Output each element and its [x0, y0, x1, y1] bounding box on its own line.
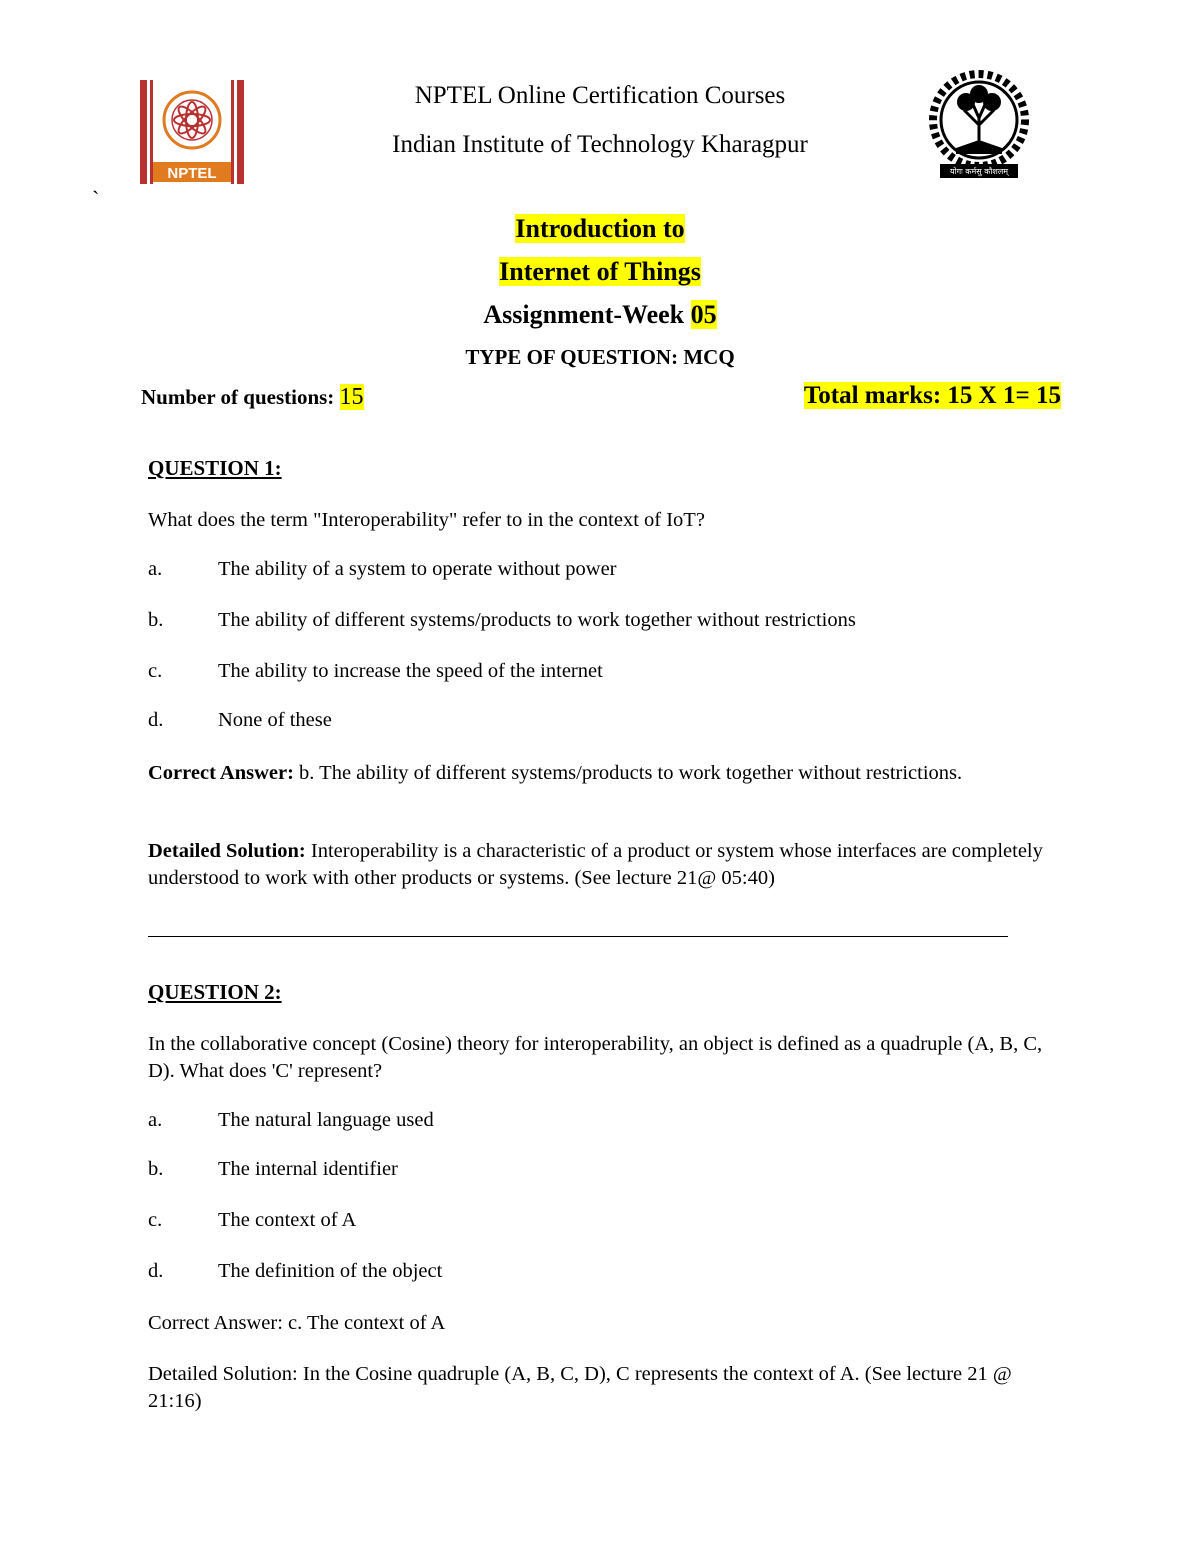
q1-option-b-text: The ability of different systems/products to work together without restrictions — [218, 609, 856, 631]
question-1-text: What does the term "Interoperability" refer to in the context of IoT? — [148, 509, 705, 531]
q1-option-d-letter: d. — [148, 709, 164, 731]
q1-option-b-letter: b. — [148, 609, 164, 631]
separator-line — [148, 936, 1008, 937]
week-number: 05 — [690, 300, 717, 329]
q2-option-c-letter: c. — [148, 1209, 163, 1231]
assignment-week: Assignment-Week 05 — [483, 300, 717, 329]
stray-mark: ` — [92, 186, 100, 211]
q1-correct-answer: Correct Answer: b. The ability of different systems/products to work together without restrictions. — [148, 762, 963, 784]
q2-option-a-letter: a. — [148, 1109, 163, 1131]
q2-detailed-solution: Detailed Solution: In the Cosine quadruple (A, B, C, D), C represents the context of A. (See lecture 21 @ 21:16) — [148, 1363, 1012, 1412]
q1-detailed-solution: Detailed Solution: Interoperability is a characteristic of a product or system whose interfaces are completely understood to work with other products or systems. (See lecture 21@ 05:40) — [148, 840, 1043, 889]
title-line-1: Introduction to — [515, 214, 685, 243]
q2-option-b-text: The internal identifier — [218, 1158, 398, 1180]
question-2-heading: QUESTION 2: — [148, 980, 282, 1004]
q2-option-d-text: The definition of the object — [218, 1260, 443, 1282]
q2-option-c-text: The context of A — [218, 1209, 357, 1231]
header-line-2: Indian Institute of Technology Kharagpur — [392, 131, 808, 158]
q2-correct-answer: Correct Answer: c. The context of A — [148, 1312, 446, 1334]
q1-option-a-text: The ability of a system to operate without power — [218, 558, 617, 580]
total-marks: Total marks: 15 X 1= 15 — [803, 382, 1061, 409]
question-1-heading: QUESTION 1: — [148, 456, 282, 480]
number-of-questions: Number of questions: 15 — [141, 384, 364, 410]
nptel-logo-text: NPTEL — [167, 165, 217, 182]
iit-motto: योगः कर्मसु कौशलम् — [949, 167, 1009, 176]
question-2-text: In the collaborative concept (Cosine) theory for interoperability, an object is defined as a quadruple (A, B, C, D). What does 'C' represent? — [148, 1033, 1043, 1082]
q2-option-a-text: The natural language used — [218, 1109, 434, 1131]
q1-option-d-text: None of these — [218, 709, 332, 731]
q1-option-c-letter: c. — [148, 660, 163, 682]
title-line-2: Internet of Things — [499, 257, 701, 286]
number-of-questions-value: 15 — [339, 384, 364, 410]
q2-option-b-letter: b. — [148, 1158, 164, 1180]
header-line-1: NPTEL Online Certification Courses — [414, 82, 786, 109]
q2-option-d-letter: d. — [148, 1260, 164, 1282]
q1-option-a-letter: a. — [148, 558, 163, 580]
q1-option-c-text: The ability to increase the speed of the internet — [218, 660, 603, 682]
question-type: TYPE OF QUESTION: MCQ — [465, 345, 735, 369]
